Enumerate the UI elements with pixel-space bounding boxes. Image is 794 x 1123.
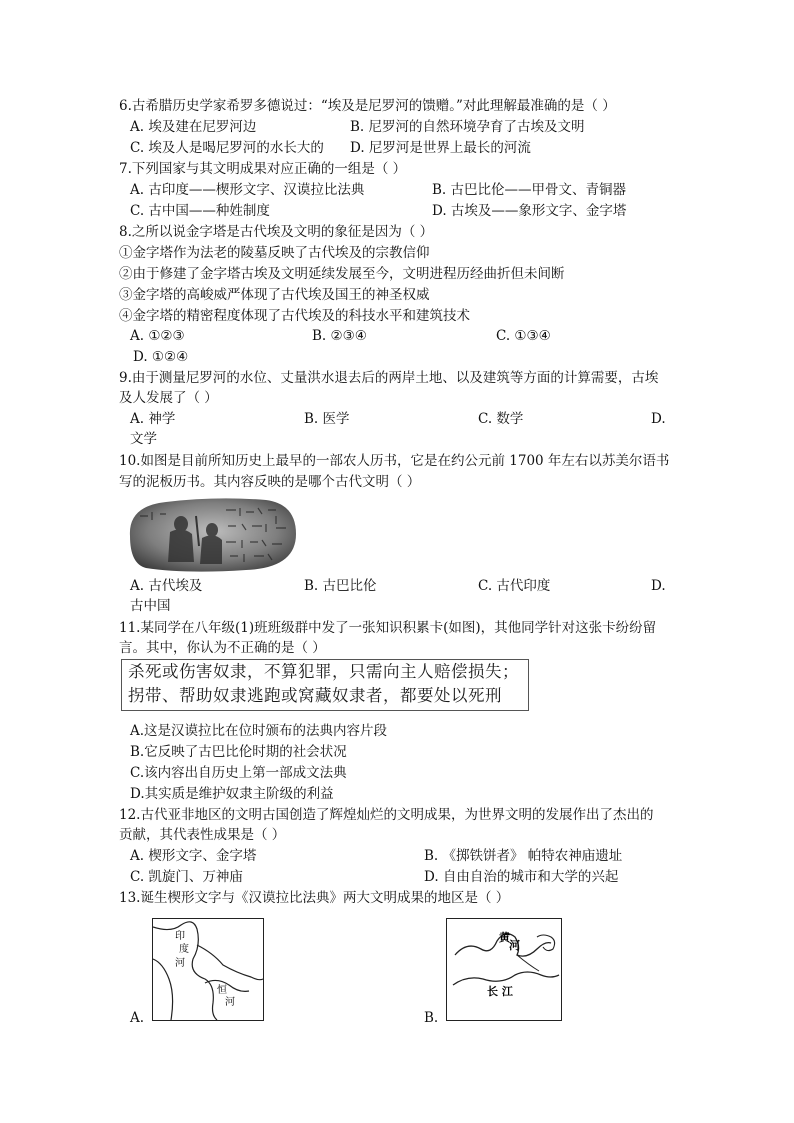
clay-tablet-image [126,496,298,572]
map-a-label-5: 河 [225,997,235,1008]
q13-option-b: B. [424,1010,439,1026]
q10-option-a: A. 古代埃及 [130,578,203,594]
q8-statement-4: ④金字塔的精密程度体现了古代埃及的科技水平和建筑技术 [119,308,470,324]
map-b-label-3: 长 江 [487,985,513,998]
q9-stem-line2: 及人发展了（ ） [119,390,218,406]
q6-option-c: C. 埃及人是喝尼罗河的水长大的 [130,140,324,156]
q10-stem-line1: 10.如图是目前所知历史上最早的一部农人历书，它是在约公元前 1700 年左右以苏美尔语书 [119,453,670,469]
q7-option-c: C. 古中国——种姓制度 [130,203,270,219]
q7-option-a: A. 古印度——楔形文字、汉谟拉比法典 [130,182,365,198]
q7-option-d: D. 古埃及——象形文字、金字塔 [432,203,627,219]
q12-stem-line2: 贡献，其代表性成果是（ ） [119,827,286,843]
q9-option-b: B. 医学 [304,411,350,427]
q11-stem-line2: 言。其中，你认为不正确的是（ ） [119,640,326,656]
q11-option-b: B.它反映了古巴比伦时期的社会状况 [130,744,347,760]
q6-option-a: A. 埃及建在尼罗河边 [130,119,257,135]
q9-option-a: A. 神学 [130,411,176,427]
q8-stem: 8.之所以说金字塔是古代埃及文明的象征是因为（ ） [119,224,434,240]
map-b-label-1: 黄 [499,931,510,944]
q11-option-d: D.其实质是维护奴隶主阶级的利益 [130,786,334,802]
q7-option-b: B. 古巴比伦——甲骨文、青铜器 [432,182,627,198]
q9-option-c: C. 数学 [478,411,524,427]
q8-option-c: C. ①③④ [496,328,551,344]
q11-stem-line1: 11.某同学在八年级(1)班班级群中发了一张知识积累卡(如图)，其他同学针对这张卡纷纷留 [119,620,657,636]
q8-statement-3: ③金字塔的高峻威严体现了古代埃及国王的神圣权威 [119,287,430,303]
map-a-label-4: 恒 [217,985,227,996]
q6-option-b: B. 尼罗河的自然环境孕育了古埃及文明 [350,119,585,135]
q8-option-a: A. ①②③ [130,328,185,344]
q11-option-c: C.该内容出自历史上第一部成文法典 [130,765,347,781]
q13-option-a: A. [130,1010,145,1026]
q6-option-d: D. 尼罗河是世界上最长的河流 [350,140,531,156]
q9-option-d-letter: D. [651,411,666,427]
q10-option-c: C. 古代印度 [478,578,551,594]
q12-option-c: C. 凯旋门、万神庙 [130,869,243,885]
q12-option-d: D. 自由自治的城市和大学的兴起 [424,869,619,885]
map-a-label-2: 度 [179,944,189,955]
knowledge-card-line1: 杀死或伤害奴隶，不算犯罪，只需向主人赔偿损失； [128,662,519,681]
q11-option-a: A.这是汉谟拉比在位时颁布的法典内容片段 [130,723,388,739]
q8-option-d: D. ①②④ [133,349,189,365]
q10-option-d-text: 古中国 [130,598,171,614]
q8-statement-1: ①金字塔作为法老的陵墓反映了古代埃及的宗教信仰 [119,245,430,261]
map-option-a [152,918,264,1021]
map-b-label-2: 河 [509,939,520,952]
q13-stem: 13.诞生楔形文字与《汉谟拉比法典》两大文明成果的地区是（ ） [119,890,510,906]
q6-stem: 6.古希腊历史学家希罗多德说过：“埃及是尼罗河的馈赠。”对此理解最准确的是（ ） [119,98,616,114]
map-option-b [446,918,562,1021]
q9-stem-line1: 9.由于测量尼罗河的水位、丈量洪水退去后的两岸土地、以及建筑等方面的计算需要，古埃 [119,370,659,386]
q10-option-d-letter: D. [651,578,666,594]
q12-stem-line1: 12.古代亚非地区的文明古国创造了辉煌灿烂的文明成果，为世界文明的发展作出了杰出的 [119,807,654,823]
q9-option-d-text: 文学 [130,431,157,447]
q7-stem: 7.下列国家与其文明成果对应正确的一组是（ ） [119,161,407,177]
q10-option-b: B. 古巴比伦 [304,578,377,594]
knowledge-card-line2: 拐带、帮助奴隶逃跑或窝藏奴隶者，都要处以死刑 [128,686,502,705]
q8-statement-2: ②由于修建了金字塔古埃及文明延续发展至今，文明进程历经曲折但未间断 [119,266,565,282]
q12-option-b: B. 《掷铁饼者》 帕特农神庙遗址 [424,848,623,864]
q10-stem-line2: 写的泥板历书。其内容反映的是哪个古代文明（ ） [119,474,421,490]
map-a-label-1: 印 [175,931,185,942]
map-a-label-3: 河 [175,958,185,969]
q12-option-a: A. 楔形文字、金字塔 [130,848,257,864]
map-a-rivers [153,919,263,1020]
q8-option-b: B. ②③④ [312,328,367,344]
knowledge-card [121,659,529,711]
map-b-rivers [447,919,561,1020]
